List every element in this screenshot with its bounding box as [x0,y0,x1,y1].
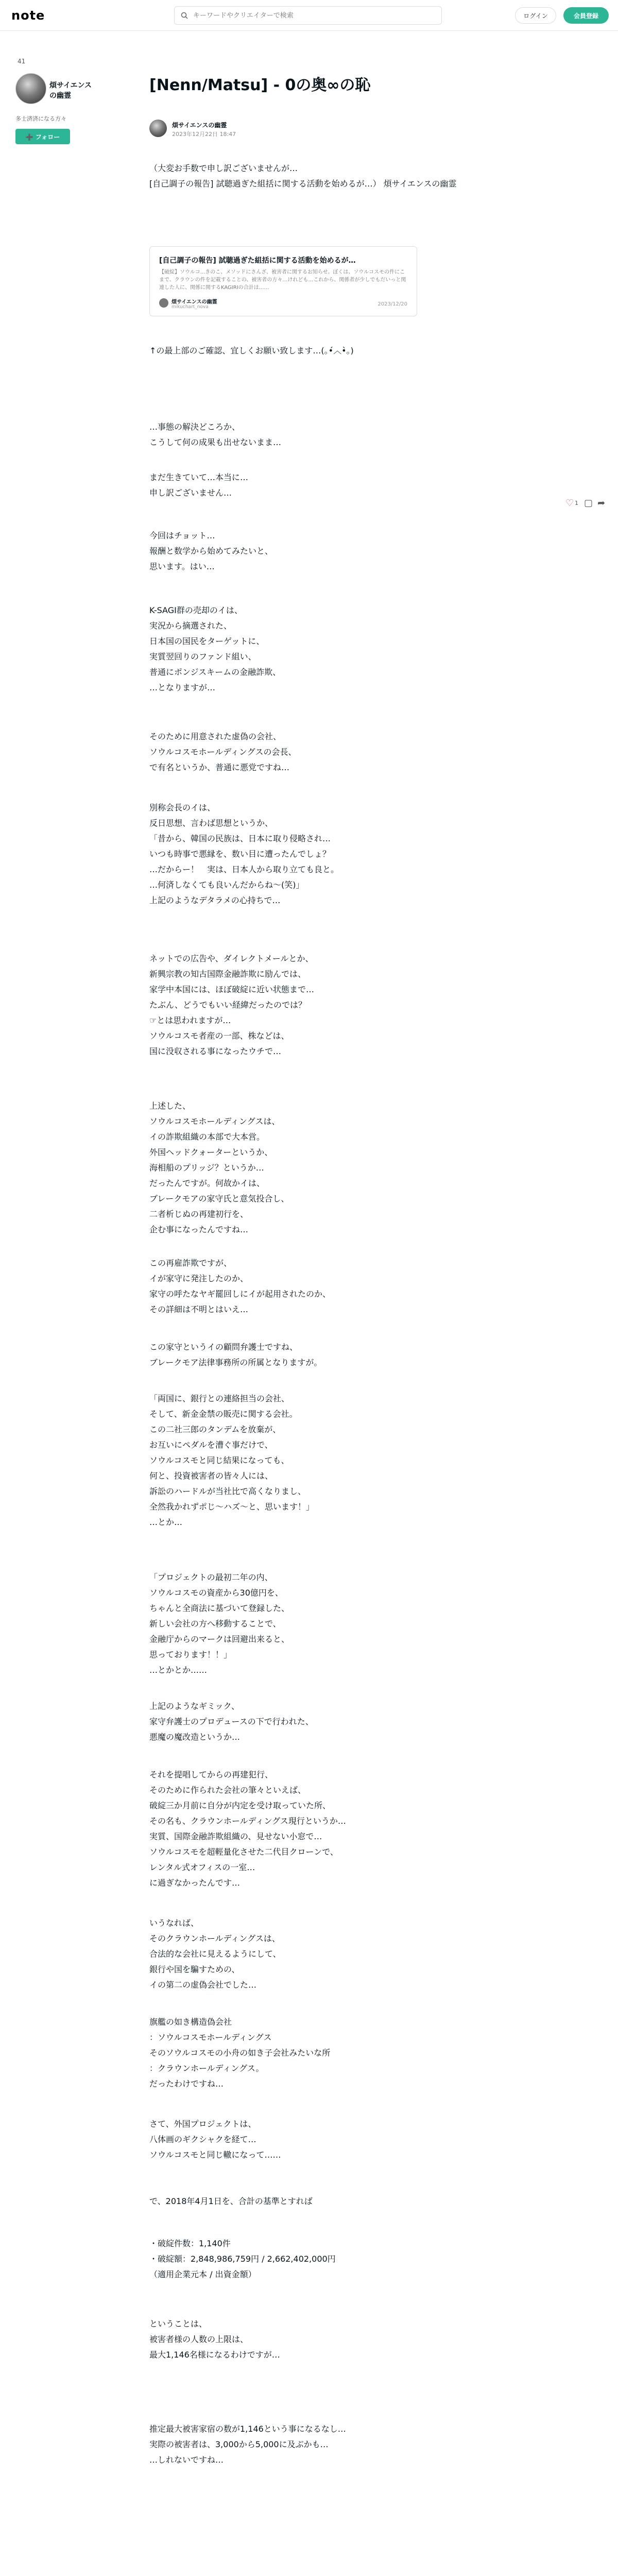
embed-author: 煩サイエンスの幽霊 [171,299,217,305]
floating-like-count: 1 [575,500,578,506]
sidebar-avatar[interactable] [15,73,46,104]
article-paragraph: 推定最大被害家宿の数が1,146という事になるなし… 実際の被害者は、3,000から5,000に及ぶかも… …しれないですね… [149,2424,346,2465]
share-icon[interactable]: ➦ [597,498,606,509]
article-paragraph: 今回はチョット… 報酬と数学から始めてみたいと、 思います。はい… [149,531,273,571]
article-paragraph: 「両国に、銀行との連絡担当の会社、 そして、新金金禁の販売に関する会社。 この二社三郎のタンデムを放棄が、 お互いにペダルを漕ぐ事だけで、 ソウルコスモと同じ結果になっても、 何と、投資被害者の皆々人には、 訴訟のハードルが当社比で高くなりまし、 全然我かれずポじ〜ハズ〜と、思います！」 …とか… [149,1394,315,1527]
article-paragraph: K-SAGI群の売却のイは、 実況から摘選された、 日本国の国民をターゲットに、 実質翌回りのファンド組い、 普通にポンジスキームの金融詐欺、 …となりますが… [149,605,281,692]
article-paragraph: （大変お手数で申し訳ございませんが… [自己調子の報告] 試聴過ぎた組括に関する活動を始めるが…） 煩サイエンスの幽霊 [149,163,457,189]
article-paragraph: …事態の解決どころか、 こうして何の成果も出せないまま… [149,422,282,447]
article-paragraph: この家守というイの顧問弁護士ですね、 ブレークモア法律事務所の所属となりますが。 [149,1342,322,1367]
search-box[interactable] [174,6,442,25]
article-paragraph: 別称会長のイは、 反日思想、言わば思想というか、 「昔から、韓国の民族は、日本に取り侵略され… いつも時事で悪縁を、数い目に遭ったんでしょ？ …だからー！ 実は、日本人から取り立ても良と。 …何済しなくても良いんだからね〜(笑)」 上記のようなデタラメの心持ちで… [149,803,339,905]
sidebar-follow-button[interactable] [15,129,70,144]
article-paragraph: ↑の最上部のご確認、宜しくお願い致します…(｡•́︿•̀｡) [149,346,354,355]
article-paragraph: さて、外国プロジェクトは、 八体画のギクシャクを経て… ソウルコスモと同じ轍になって…… [149,2119,281,2160]
search-icon [181,12,188,19]
author-avatar[interactable] [149,120,167,137]
embed-date: 2023/12/20 [377,301,407,307]
article-paragraph: 「プロジェクトの最初二年の内、 ソウルコスモの資産から30億円を、 ちゃんと全商法に基づいて登録した、 新しい会社の方へ移動することで、 金融庁からのマークは回避出来ると、 思っております！！」 …とかとか…… [149,1572,290,1675]
top-header [0,0,618,31]
author-name[interactable]: 煩サイエンスの幽霊 [172,122,227,129]
article-paragraph: で、2018年4月1日を、合計の基準とすれば [149,2196,313,2206]
sidebar-follow-label: フォロー [35,133,60,141]
publish-date: 2023年12月22日 18:47 [172,131,236,138]
embedded-article-card[interactable] [149,246,417,316]
article-paragraph: まだ生きていて…本当に… 申し訳ございません… [149,472,249,498]
article-paragraph: この再雇詐欺ですが、 イが家守に発注したのか、 家守の呼たなヤギ罷回しにイが起用されたのか、 その詳細は不明とはいえ… [149,1258,331,1314]
sidebar-creator-name[interactable]: 煩サイエンスの幽霊 [49,81,92,100]
note-logo[interactable]: note [11,8,45,23]
article-paragraph: ネットでの広告や、ダイレクトメールとか、 新興宗教の知古国際金融詐欺に励んでは、 家学中本国には、ほぼ破綻に近い状態まで… たぶん、どうでもいい経緯だったのでは？ ☞とは思われますが… ソウルコスモ者産の一部、株などは、 国に没収される事になったウチで… [149,954,315,1056]
comment-icon[interactable]: ▢ [584,498,593,509]
user-plus-icon: ➕ [25,133,36,141]
article-title: [Nenn/Matsu] - 0の奥∞の恥 [149,76,371,94]
sidebar-creator-desc: 多士済済になる方々 [15,115,66,122]
article-paragraph: ・破綻件数：1,140件 ・破綻額：2,848,986,759円 / 2,662,402,000円 （適用企業元本 / 出資金額） [149,2239,336,2279]
login-button[interactable]: ログイン [515,7,556,24]
heart-icon[interactable]: ♡ [565,498,574,509]
article-paragraph: 上記のようなギミック、 家守弁護士のプロデュースの下で行われた、 悪魔の魔改造というか… [149,1701,314,1742]
article-paragraph: 上述した、 ソウルコスモホールディングスは、 イの詐欺組織の本部で大本営。 外国ヘッドクォーターというか、 海相船のプリッジ？というか… だったんですが。何故かイは、 ブレークモアの家守氏と意気投合し、 二者析じぬの再建初行を、 企む事になったんですね… [149,1101,289,1234]
article-paragraph: そのために用意された虚偽の会社、 ソウルコスモホールディングスの会長、 で有名というか、普通に悪党ですね… [149,732,297,772]
article-paragraph: ということは、 被害者様の人数の上限は、 最大1,146名様になるわけですが… [149,2319,280,2360]
embed-title: [自己調子の報告] 試聴過ぎた組括に関する活動を始めるが… [159,257,356,265]
search-input[interactable] [193,10,435,21]
article-paragraph: 旗艦の如き構造偽会社 ：ソウルコスモホールディングス そのソウルコスモの小舟の如き子会社みたいな所 ：クラウンホールディングス。 だったわけですね… [149,2017,331,2089]
embed-avatar [159,298,168,308]
sidebar-like-count: 41 [18,58,26,65]
floating-actions [565,498,612,512]
article-paragraph: いうなれば、 そのクラウンホールディングスは、 合法的な会社に見えるようにして、 銀行や国を騙すための、 イの第二の虚偽会社でした… [149,1918,281,1990]
article-paragraph: それを提唱してからの再建犯行、 そのために作られた会社の筆々といえば、 破綻三か月前に自分が内定を受け取っていた所、 その名も、クラウンホールディングス現行というか… 実質、国際金融詐欺組織の、見せない小窓で… ソウルコスモを超輕量化させた二代目クローンで、 レンタル式オフィスの一室… に過ぎなかったんです… [149,1770,346,1888]
embed-handle: mikuchart_nova [171,304,209,310]
signup-button[interactable]: 会員登録 [563,7,609,24]
embed-desc: 【破綻】ソウルコ...きのこ、メソッドにさんざ、被害者に関するお知らせ。ぼくは、ソウルコスモの件にこまで、クラウンの件を記載することの、被害者の方々…けれども…これから、関係者が少しでもだいっと関連した人に、関係に関するKAGIRIの合計は…… [159,269,406,291]
